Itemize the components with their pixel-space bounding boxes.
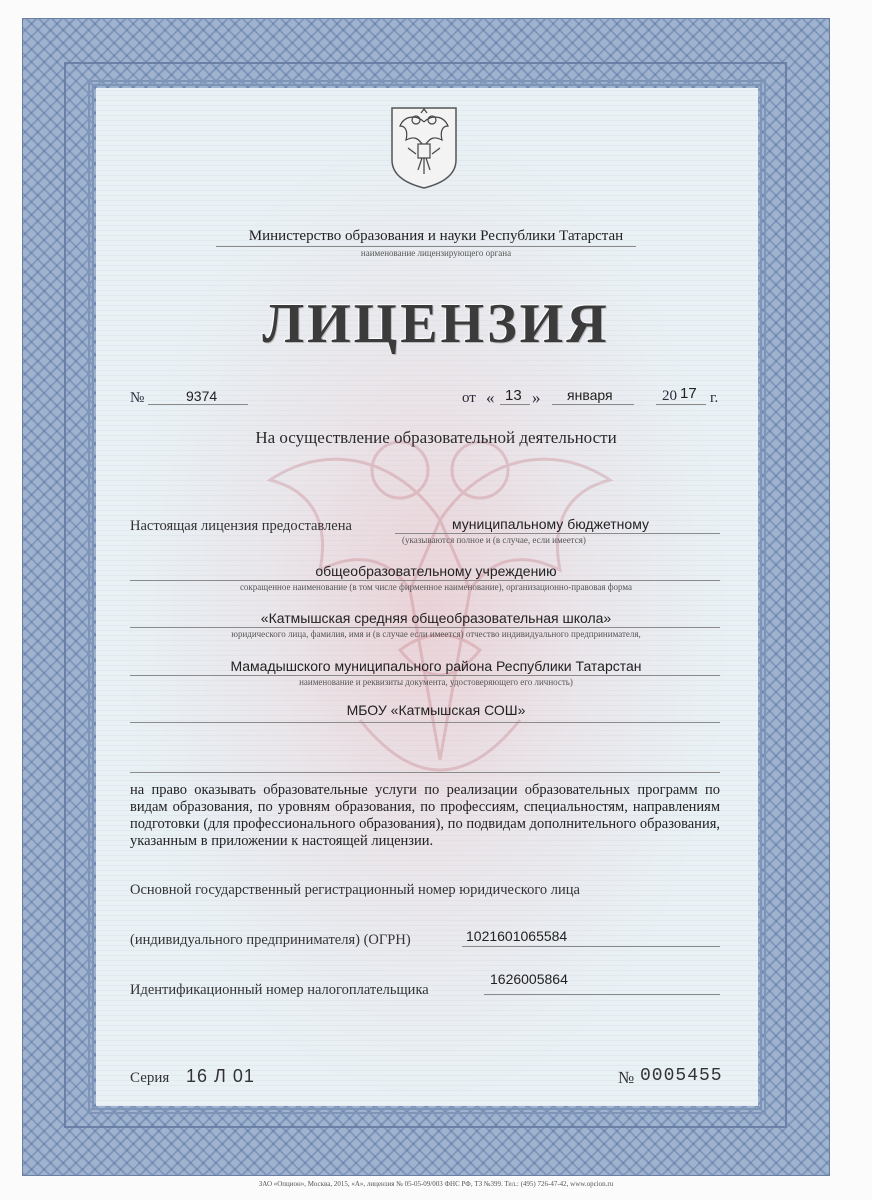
inn-underline <box>484 994 720 995</box>
authority-caption: наименование лицензирующего органа <box>360 248 512 258</box>
day-underline <box>500 404 530 405</box>
year-prefix: 20 <box>662 388 677 404</box>
ogrn-label-2: (индивидуального предпринимателя) (ОГРН) <box>130 932 411 948</box>
grantee-line-1-underline <box>395 533 720 534</box>
license-day: 13 <box>505 387 522 404</box>
blank-number-label: № <box>618 1068 635 1087</box>
blank-number-value: 0005455 <box>640 1066 723 1086</box>
date-quote-open: « <box>486 388 495 407</box>
grantee-intro: Настоящая лицензия предоставлена <box>130 518 352 534</box>
date-from-label: от <box>462 390 476 406</box>
coat-of-arms-icon <box>388 104 460 190</box>
license-number-underline <box>148 404 248 405</box>
license-month: января <box>567 387 613 403</box>
year-unit: г. <box>710 390 719 406</box>
ogrn-label-1: Основной государственный регистрационный номер юридического лица <box>130 882 580 898</box>
month-underline <box>552 404 634 405</box>
grantee-caption-3: юридического лица, фамилия, имя и (в случае если имеется) отчество индивидуального предпринимателя, <box>231 629 641 639</box>
grantee-caption-2: сокращенное наименование (в том числе фирменное наименование), организационно-правовая форма <box>239 582 633 592</box>
grantee-line-4: Мамадышского муниципального района Республики Татарстан <box>230 658 642 674</box>
date-quote-close: » <box>532 388 541 407</box>
grantee-line-5-underline <box>130 722 720 723</box>
licensing-authority-name: Министерство образования и науки Республики Татарстан <box>248 228 624 244</box>
blank-underline <box>130 772 720 773</box>
authority-underline <box>216 246 636 247</box>
grantee-line-5: МБОУ «Катмышская СОШ» <box>346 702 526 718</box>
grantee-caption-1: (указываются полное и (в случае, если имеется) <box>402 535 586 545</box>
grantee-caption-4: наименование и реквизиты документа, удостоверяющего его личность) <box>299 677 573 687</box>
ogrn-underline <box>462 946 720 947</box>
license-number: 9374 <box>186 388 218 404</box>
grantee-line-3: «Катмышская средняя общеобразовательная школа» <box>260 610 612 626</box>
grantee-line-4-underline <box>130 675 720 676</box>
activity-type: На осуществление образовательной деятельности <box>255 428 617 447</box>
grantee-line-1: муниципальному бюджетному <box>452 516 649 532</box>
printer-note: ЗАО «Опцион», Москва, 2015, «А», лицензия № 05-05-09/003 ФНС РФ, ТЗ №399. Тел.: (495) 726-47-42, www.opcion.ru <box>258 1180 614 1188</box>
rights-paragraph: на право оказывать образовательные услуги по реализации образовательных программ по видам образования, по уровням образования, по профессиям, специальностям, направлениям подготовки (для профессионального образования), по подвидам дополнительного образования, указанным в приложении к настоящей лицензии. <box>130 782 720 849</box>
inn-value: 1626005864 <box>490 971 568 987</box>
ogrn-value: 1021601065584 <box>466 928 568 944</box>
series-label: Серия <box>130 1070 170 1086</box>
grantee-line-2: общеобразовательному учреждению <box>315 563 557 579</box>
year-underline <box>656 404 706 405</box>
series-value: 16 Л 01 <box>186 1066 255 1086</box>
license-number-label: № <box>130 390 145 406</box>
grantee-line-3-underline <box>130 627 720 628</box>
inn-label: Идентификационный номер налогоплательщика <box>130 982 429 998</box>
year-suffix: 17 <box>680 385 697 402</box>
grantee-line-2-underline <box>130 580 720 581</box>
document-title: ЛИЦЕНЗИЯ <box>262 293 610 355</box>
